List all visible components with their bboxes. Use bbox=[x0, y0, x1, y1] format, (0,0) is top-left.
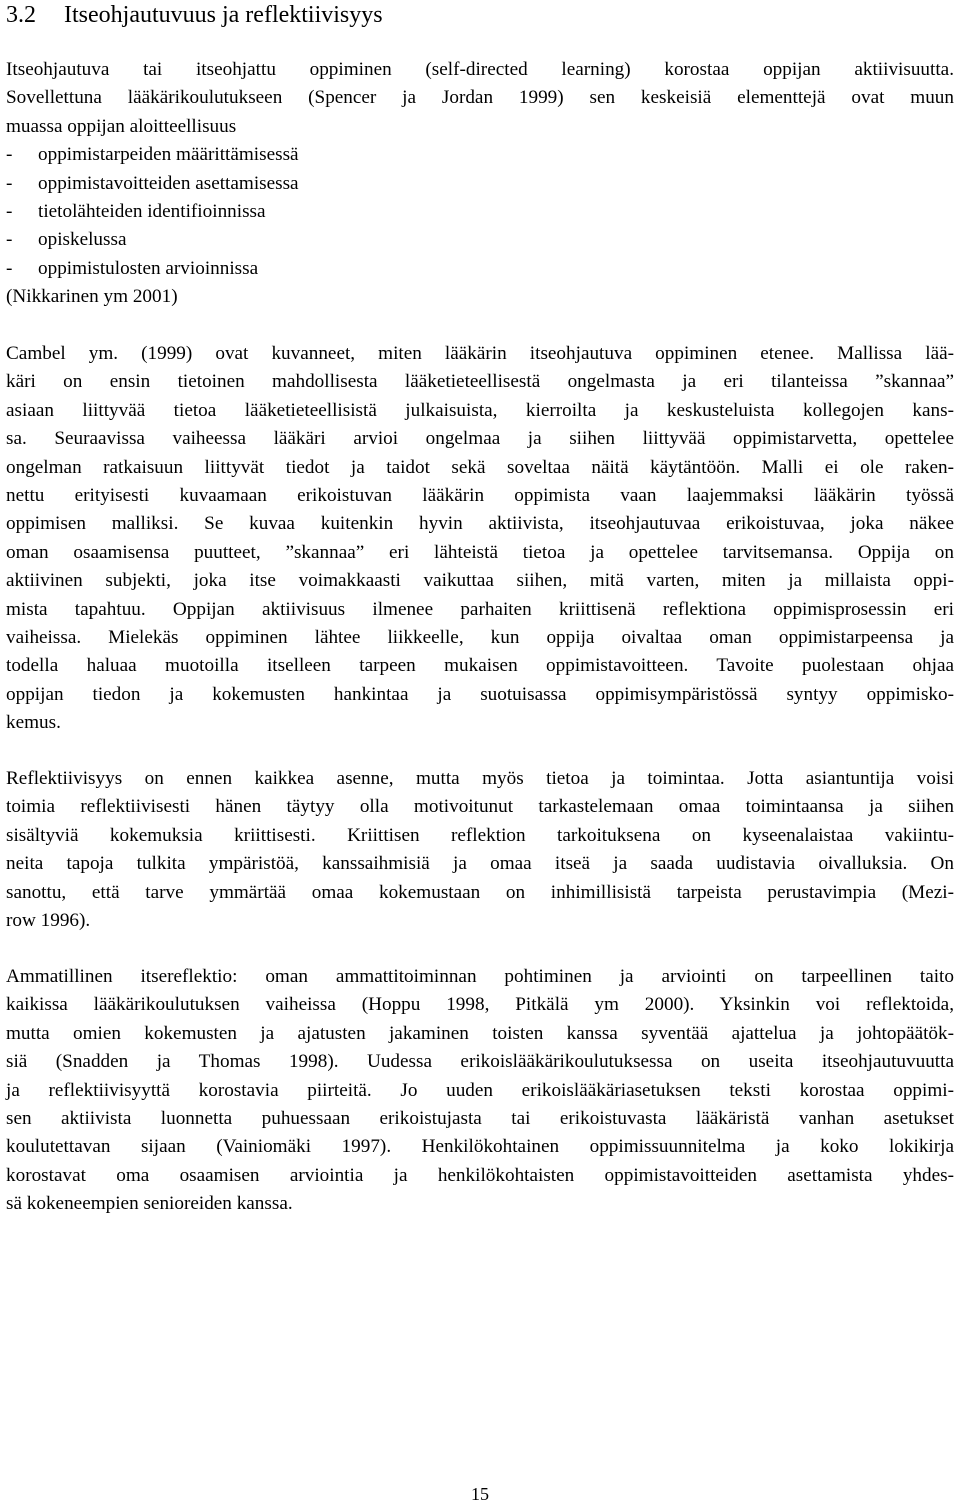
text-line: korostavat oma osaamisen arviointia ja henkilökohtaisten oppimistavoitteiden asettamista yhdes- bbox=[6, 1164, 954, 1186]
text-line: muassa oppijan aloitteellisuus bbox=[6, 115, 237, 137]
text-line: mutta omien kokemusten ja ajatusten jakaminen toisten kanssa syventää ajattelua ja johtopäätök- bbox=[6, 1022, 954, 1044]
text-line: kemus. bbox=[6, 712, 61, 734]
text-line: sa. Seuraavissa vaiheessa lääkäri arvioi ongelmaa ja siihen liittyvää oppimistarvetta, opettelee bbox=[6, 428, 954, 450]
text-line: oppimisen malliksi. Se kuvaa kuitenkin hyvin aktiivista, itseohjautuvaa erikoistuvaa, joka näkee bbox=[6, 513, 954, 535]
list-item: - oppimistulosten arvioinnissa bbox=[6, 257, 259, 279]
text-line: koulutettavan sijaan (Vainiomäki 1997). Henkilökohtainen oppimissuunnitelma ja koko lokikirja bbox=[6, 1136, 954, 1158]
text-line: ja reflektiivisyyttä korostavia piirteitä. Jo uuden erikoislääkäriasetuksen teksti korostaa oppimi- bbox=[6, 1079, 954, 1101]
list-item: - opiskelussa bbox=[6, 229, 127, 251]
text-line: sä kokeneempien senioreiden kanssa. bbox=[6, 1193, 293, 1215]
list-item: - oppimistarpeiden määrittämisessä bbox=[6, 144, 299, 166]
text-line: oman osaamisensa puutteet, ”skannaa” eri lähteistä tietoa ja opettelee tarvitsemansa. Oppija on bbox=[6, 541, 954, 563]
text-line: sanottu, että tarve ymmärtää omaa kokemustaan on inhimillisistä tarpeista perustavimpia (Mezi- bbox=[6, 881, 954, 903]
citation: (Nikkarinen ym 2001) bbox=[6, 286, 178, 308]
list-item: - oppimistavoitteiden asettamisessa bbox=[6, 172, 299, 194]
paragraph-2 bbox=[6, 340, 954, 738]
text-line: kaikissa lääkärikoulutuksen vaiheissa (Hoppu 1998, Pitkälä ym 2000). Yksinkin voi reflektoida, bbox=[6, 994, 954, 1016]
paragraph-4 bbox=[6, 963, 954, 1219]
text-line: ongelman ratkaisuun liittyvät tiedot ja taidot sekä soveltaa näitä käytäntöön. Malli ei ole raken- bbox=[6, 456, 954, 478]
section-heading bbox=[6, 1, 383, 29]
bullet-list bbox=[6, 141, 954, 283]
text-line: todella haluaa muotoilla itselleen tarpeen mukaisen oppimistavoitteen. Tavoite puolestaan ohjaa bbox=[6, 655, 954, 677]
text-line: sen aktiivista luonnetta puhuessaan erikoistujasta tai erikoistuvasta lääkäristä vanhan asetukset bbox=[6, 1108, 954, 1130]
text-line: Reflektiivisyys on ennen kaikkea asenne, mutta myös tietoa ja toimintaa. Jotta asiantuntija voisi bbox=[6, 768, 954, 789]
text-line: sisältyviä kokemuksia kriittisesti. Kriittisen reflektion tarkoituksena on kyseenalaistaa vakiintu- bbox=[6, 824, 954, 846]
section-number: 3.2 bbox=[6, 2, 36, 28]
paragraph-3 bbox=[6, 765, 954, 935]
paragraph-1 bbox=[6, 56, 954, 312]
text-line: mista tapahtuu. Oppijan aktiivisuus ilmenee parhaiten kriittisenä reflektiona oppimisprosessin eri bbox=[6, 598, 954, 620]
text-line: oppijan tiedon ja kokemusten hankintaa ja suotuisassa oppimisympäristössä syntyy oppimisko- bbox=[6, 683, 954, 705]
page-number: 15 bbox=[471, 1484, 489, 1504]
text-line: Ammatillinen itsereflektio: oman ammattitoiminnan pohtiminen ja arviointi on tarpeellinen taito bbox=[6, 966, 954, 987]
text-line: Itseohjautuva tai itseohjattu oppiminen (self-directed learning) korostaa oppijan aktiivisuutta. bbox=[6, 59, 954, 80]
text-line: toimia reflektiivisesti hänen täytyy olla motivoitunut tarkastelemaan omaa toimintaansa ja siihen bbox=[6, 796, 954, 818]
text-line: siä (Snadden ja Thomas 1998). Uudessa erikoislääkärikoulutuksessa on useita itseohjautuvuutta bbox=[6, 1051, 954, 1073]
list-item: - tietolähteiden identifioinnissa bbox=[6, 201, 266, 223]
text-line: neita tapoja tulkita ympäristöä, kanssaihmisiä ja omaa itseä ja saada uudistavia oivalluksia. On bbox=[6, 853, 954, 875]
section-title: Itseohjautuvuus ja reflektiivisyys bbox=[64, 2, 383, 28]
text-line: Sovellettuna lääkärikoulutukseen (Spencer ja Jordan 1999) sen keskeisiä elementtejä ovat muun bbox=[6, 87, 954, 109]
text-line: nettu erityisesti kuvaamaan erikoistuvan lääkärin oppimista vaan laajemmaksi lääkärin työssä bbox=[6, 485, 954, 507]
text-line: käri on ensin tietoinen mahdollisesta lääketieteellisestä ongelmasta ja eri tilanteissa ”skannaa” bbox=[6, 371, 954, 393]
text-line: aktiivinen subjekti, joka itse voimakkaasti vaikuttaa siihen, mitä varten, miten ja millaista oppi- bbox=[6, 570, 954, 592]
text-line: Cambel ym. (1999) ovat kuvanneet, miten lääkärin itseohjautuva oppiminen etenee. Mallissa lää- bbox=[6, 343, 954, 364]
text-line: vaiheissa. Mielekäs oppiminen lähtee liikkeelle, kun oppija oivaltaa oman oppimistarpeensa ja bbox=[6, 627, 954, 649]
text-line: row 1996). bbox=[6, 910, 91, 932]
text-line: asiaan liittyvää tietoa lääketieteellisistä julkaisuista, kierroilta ja keskusteluista kollegojen kans- bbox=[6, 399, 954, 421]
